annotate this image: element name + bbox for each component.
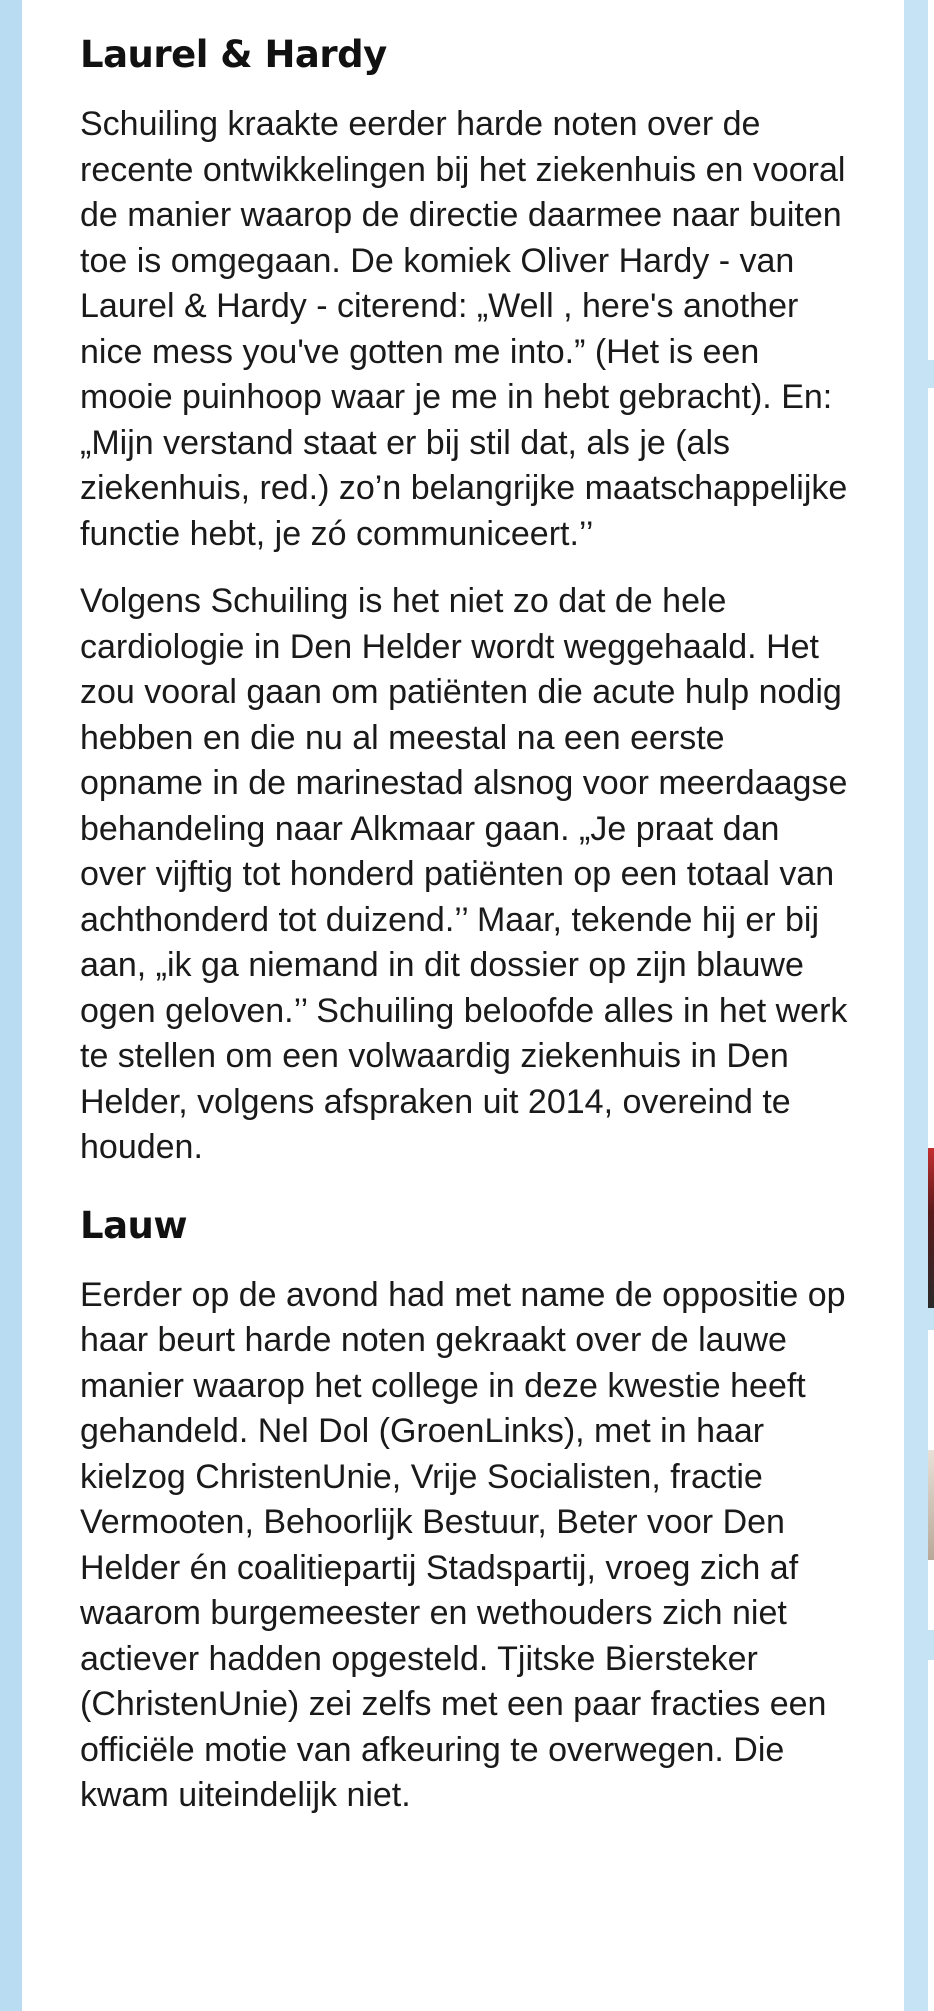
article-paragraph: Schuiling kraakte eerder harde noten over de recente ontwikkelingen bij het ziekenhuis en vooral de manier waarop de directie daarmee naar buiten toe is omgegaan. De komiek Oliver Hardy - van Laurel & Hardy - citerend: „Well , here's another nice mess you've gotten me into.” (Het is een mooie puinhoop waar je me in hebt gebracht). En: „Mijn verstand staat er bij stil dat, als je (als ziekenhuis, red.) zo’n belangrijke maatschappelijke functie hebt, je zó communiceert.’’ [80, 105, 848, 553]
right-sidebar-edge[interactable] [904, 0, 934, 2011]
sidebar-thumbnail-edge[interactable] [928, 1450, 934, 1560]
section-heading: Laurel & Hardy [80, 33, 387, 76]
sidebar-thumbnail-edge[interactable] [928, 1148, 934, 1308]
article-paragraph: Eerder op de avond had met name de oppositie op haar beurt harde noten gekraakt over de lauwe manier waarop het college in deze kwestie heeft gehandeld. Nel Dol (GroenLinks), met in haar kielzog ChristenUnie, Vrije Socialisten, fractie Vermooten, Behoorlijk Bestuur, Beter voor Den Helder én coalitiepartij Stadspartij, vroeg zich af waarom burgemeester en wethouders zich niet actiever hadden opgesteld. Tjitske Biersteker (ChristenUnie) zei zelfs met een paar fracties een officiële motie van afkeuring te overwegen. Die kwam uiteindelijk niet. [80, 1275, 846, 1814]
section-heading: Lauw [80, 1203, 188, 1247]
article-paragraph: Volgens Schuiling is het niet zo dat de hele cardiologie in Den Helder wordt weggehaald. Het zou vooral gaan om patiënten die acute hulp nodig hebben en die nu al meestal na een eerste opname in de marinestad alsnog voor meerdaagse behandeling naar Alkmaar gaan. „Je praat dan over vijftig tot honderd patiënten op een totaal van achthonderd tot duizend.’’ Maar, tekende hij er bij aan, „ik ga niemand in dit dossier op zijn blauwe ogen geloven.’’ Schuiling beloofde alles in het werk te stellen om een volwaardig ziekenhuis in Den Helder, volgens afspraken uit 2014, overeind te houden. [80, 582, 848, 1166]
sidebar-card-edge[interactable] [928, 1660, 934, 2011]
article-section-laurel-hardy [80, 30, 852, 1171]
article-section-lauw [80, 1201, 852, 1819]
left-page-gutter [0, 0, 20, 2011]
sidebar-card-edge[interactable] [928, 0, 934, 360]
sidebar-card-edge[interactable] [928, 388, 934, 1148]
article-body [22, 0, 904, 2011]
